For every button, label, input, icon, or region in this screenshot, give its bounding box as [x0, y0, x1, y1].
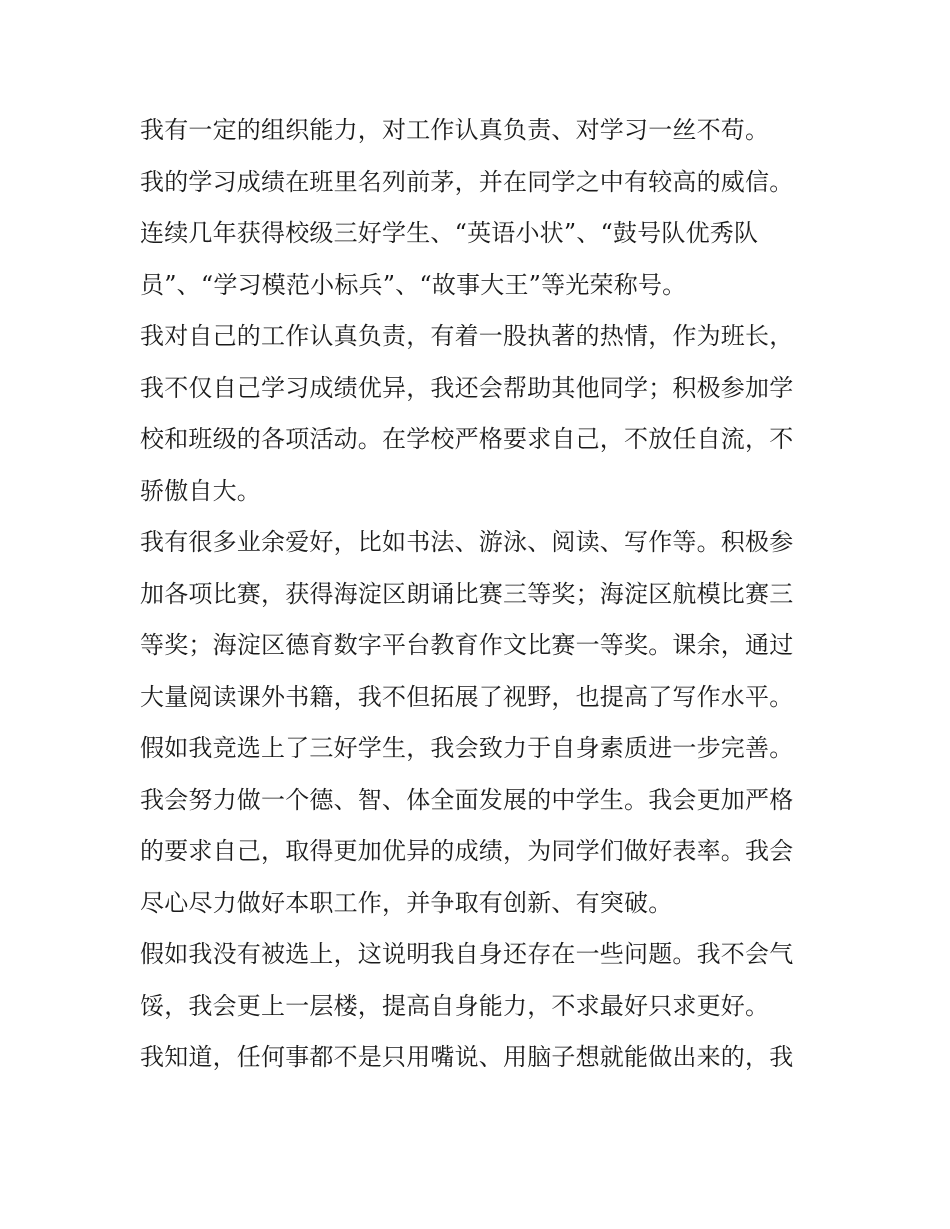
text-line: 假如我竞选上了三好学生，我会致力于自身素质进一步完善。 [140, 734, 794, 762]
text-line: 我有一定的组织能力，对工作认真负责、对学习一丝不苟。 [140, 116, 770, 144]
text-line: 大量阅读课外书籍，我不但拓展了视野，也提高了写作水平。 [140, 682, 794, 711]
text-line: 等奖；海淀区德育数字平台教育作文比赛一等奖。课余，通过 [140, 631, 794, 659]
document-body [140, 105, 814, 1084]
text-line: 我会努力做一个德、智、体全面发展的中学生。我会更加严格 [140, 785, 794, 814]
text-line: 的要求自己，取得更加优异的成绩，为同学们做好表率。我会 [140, 837, 794, 865]
text-line: 我有很多业余爱好，比如书法、游泳、阅读、写作等。积极参 [140, 528, 794, 556]
text-line: 员”、“学习模范小标兵”、“故事大王”等光荣称号。 [140, 270, 687, 299]
text-line: 假如我没有被选上，这说明我自身还存在一些问题。我不会气 [140, 940, 794, 968]
text-line: 我不仅自己学习成绩优异，我还会帮助其他同学；积极参加学 [140, 373, 794, 402]
text-line: 骄傲自大。 [140, 476, 261, 505]
text-line: 校和班级的各项活动。在学校严格要求自己，不放任自流，不 [140, 425, 794, 453]
text-line: 我对自己的工作认真负责，有着一股执著的热情，作为班长， [140, 322, 794, 350]
text-line: 连续几年获得校级三好学生、“英语小状”、“鼓号队优秀队 [140, 219, 759, 247]
text-line: 馁，我会更上一层楼，提高自身能力，不求最好只求更好。 [140, 991, 770, 1020]
text-line: 加各项比赛，获得海淀区朗诵比赛三等奖；海淀区航模比赛三 [140, 579, 794, 608]
text-line: 我知道，任何事都不是只用嘴说、用脑子想就能做出来的，我 [140, 1043, 794, 1071]
text-line: 我的学习成绩在班里名列前茅，并在同学之中有较高的威信。 [140, 167, 794, 196]
text-line: 尽心尽力做好本职工作，并争取有创新、有突破。 [140, 888, 673, 917]
